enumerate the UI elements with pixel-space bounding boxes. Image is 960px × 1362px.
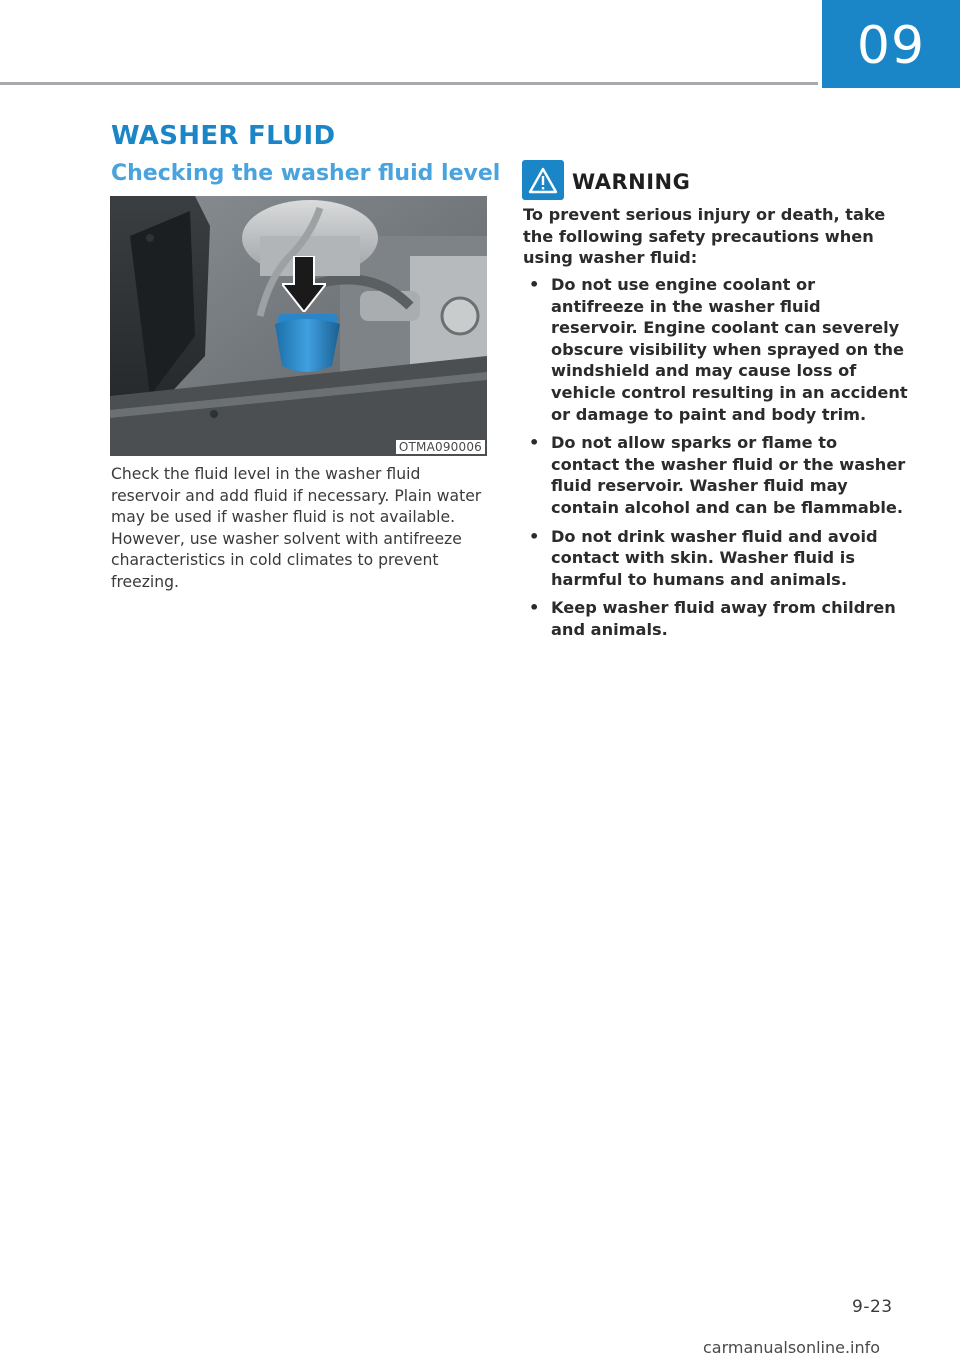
section-title: WASHER FLUID <box>111 121 336 151</box>
header-rule <box>0 82 818 85</box>
list-item: • Do not allow sparks or flame to contact the washer fluid or the washer fluid reservoir. Washer fluid may contain alcohol and can be flammable. <box>529 433 906 517</box>
warning-label: WARNING <box>572 170 691 194</box>
bullet-icon: • <box>529 598 540 618</box>
list-item: • Do not drink washer fluid and avoid contact with skin. Washer fluid is harmful to humans and animals. <box>529 526 878 589</box>
engine-bay-figure <box>110 196 487 456</box>
body-paragraph: Check the fluid level in the washer fluid reservoir and add fluid if necessary. Plain water may be used if washer fluid is not available. However, use washer solvent with antifreeze characteristics in cold climates to prevent freezing. <box>111 465 482 591</box>
down-arrow-icon <box>282 256 326 312</box>
bullet-icon: • <box>529 526 540 546</box>
chapter-tab: 09 <box>822 0 960 88</box>
page-number: 9-23 <box>852 1297 893 1317</box>
warning-list <box>523 274 908 648</box>
engine-bay-illustration <box>110 196 487 456</box>
list-item: • Do not use engine coolant or antifreeze in the washer fluid reservoir. Engine coolant can severely obscure visibility when sprayed on the windshield and may cause loss of vehicle control resulting in an accident or damage to paint and body trim. <box>529 275 908 424</box>
warning-intro: To prevent serious injury or death, take the following safety precautions when using washer fluid: <box>523 205 886 268</box>
section-subtitle: Checking the washer fluid level <box>111 161 501 186</box>
list-item: • Keep washer fluid away from children and animals. <box>529 598 896 639</box>
bullet-icon: • <box>529 275 540 294</box>
warning-header <box>522 160 690 200</box>
bullet-icon: • <box>529 433 540 453</box>
warning-triangle-icon <box>522 160 564 200</box>
figure-code: OTMA090006 <box>396 440 485 454</box>
watermark: carmanualsonline.info <box>703 1338 881 1357</box>
